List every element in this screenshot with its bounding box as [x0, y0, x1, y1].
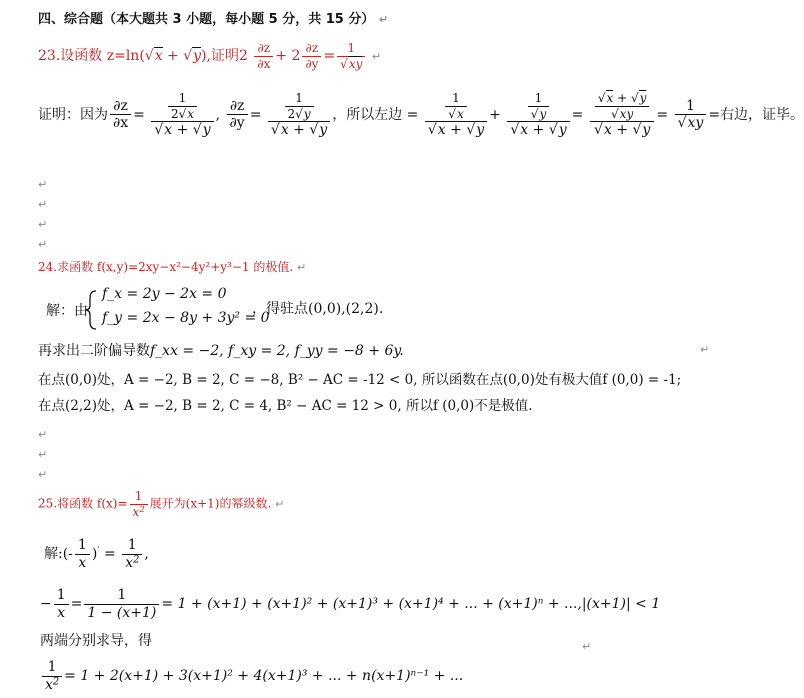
- paragraph-mark: ↵: [38, 218, 48, 231]
- both-sides-derivative: 两端分别求导，得: [40, 633, 152, 649]
- document-page: 四、综合题（本大题共 3 小题，每小题 5 分，共 15 分） ↵ 23.设函数 z=ln(√x + √y),证明2 $\frac{\partial z}{\partial x}$ + 2 $\frac{\partial z}{\partial y}$ = $\frac{1}{√xy}$ ↵ 证明：因为 $\frac{\partial z}{\partial x}$ = $\frac{\frac{1}{2√x}}{√x + √y}$ , $\frac{\partial z}{\partial y}$ = $\frac{\frac{1}{2√y}}{√x + √y}$ ，所以左边 = $\frac{\frac{1}{√x}}{√x + √y}$ + $\frac{\frac{1}{√y}}{√x + √y}$ = $\frac{\frac{√x + √y}{√xy}}{√x + √y}$ = $\frac{1}{√xy}$ =右边，证毕。 ↵ ↵ ↵ ↵ 24.求函数 f(x,y)=2xy−x²−4y²+y³−1 的极值. ↵ 解：由 f_x = 2y − 2x = 0 f_y = 2x − 8y + 3y² = 0 ，得驻点(0,0),(2,2). 再求出二阶偏导数f_xx = −2, f_xy = 2, f_yy = −8 + 6y. ↵ 在点(0,0)处，A = −2, B = 2, C = −8, B² − AC = -12 < 0, 所以函数在点(0,0)处有极大值f (0,0) = -1; 在点(2,2)处，A = −2, B = 2, C = 4, B² − AC = 12 > 0, 所以f (0,0)不是极值. ↵ ↵ ↵ 25.将函数 f(x)= $\frac{1}{x^2}$ 展开为(x+1)的幂级数. ↵ 解:(- $\frac{1}{x}$ )′ = $\frac{1}{x^2}$ , − $\frac{1}{x}$ = $\frac{1}{1 - (x+1)}$ = 1 + (x+1) + (x+1)² + (x+1)³ + (x+1)⁴ + ... + (x+1)ⁿ + ...,|(x+1)| < 1 两端分别求导，得 ↵ $\frac{1}{x^2}$ = 1 + 2(x+1) + 3(x+1)² + 4(x+1)³ + ... + n(x+1)ⁿ⁻¹ + ...: [38, 12, 804, 693]
- question-25-prompt: 25.将函数 f(x)= $\frac{1}{x^2}$ 展开为(x+1)的幂级数. ↵: [38, 489, 285, 519]
- q25-geometric-series: − $\frac{1}{x}$ = $\frac{1}{1 - (x+1)}$ = 1 + (x+1) + (x+1)² + (x+1)³ + (x+1)⁴ + ... + (x+1)ⁿ + ...,|(x+1)| < 1: [40, 587, 661, 621]
- paragraph-mark: ↵: [38, 448, 48, 461]
- left-brace-icon: [84, 290, 98, 330]
- paragraph-mark: ↵: [582, 640, 592, 653]
- proof-label: 证明：因为: [38, 106, 108, 123]
- solve-label: 解：由: [46, 303, 88, 319]
- question-24-prompt: 24.求函数 f(x,y)=2xy−x²−4y²+y³−1 的极值.: [38, 260, 294, 274]
- section-title: 四、综合题（本大题共 3 小题，每小题 5 分，共 15 分）: [38, 12, 375, 27]
- question-23-prompt: 23.设函数 z=ln(√x + √y),证明2 $\frac{\partial z}{\partial x}$ + 2 $\frac{\partial z}{\partial y}$ = $\frac{1}{√xy}$ ↵: [38, 41, 382, 71]
- paragraph-mark: ↵: [378, 13, 389, 26]
- q25-derivative: 解:(- $\frac{1}{x}$ )′ = $\frac{1}{x^2}$ ,: [44, 537, 149, 571]
- question-23-proof: 证明：因为 $\frac{\partial z}{\partial x}$ = $\frac{\frac{1}{2√x}}{√x + √y}$ , $\frac{\partial z}{\partial y}$ = $\frac{\frac{1}{2√y}}{√x + √y}$ ，所以左边 = $\frac{\frac{1}{√x}}{√x + √y}$ + $\frac{\frac{1}{√y}}{√x + √y}$ = $\frac{\frac{√x + √y}{√xy}}{√x + √y}$ = $\frac{1}{√xy}$ =右边，证毕。: [38, 91, 804, 139]
- paragraph-mark: ↵: [38, 198, 48, 211]
- point-00-analysis: 在点(0,0)处，A = −2, B = 2, C = −8, B² − AC = -12 < 0, 所以函数在点(0,0)处有极大值f (0,0) = -1;: [38, 372, 682, 388]
- equation-fy: f_y = 2x − 8y + 3y² = 0: [102, 310, 270, 326]
- equation-fx: f_x = 2y − 2x = 0: [102, 286, 227, 302]
- paragraph-mark: ↵: [38, 468, 48, 481]
- stationary-points: ，得驻点(0,0),(2,2).: [252, 301, 384, 317]
- paragraph-mark: ↵: [38, 428, 48, 441]
- second-derivatives: 再求出二阶偏导数f_xx = −2, f_xy = 2, f_yy = −8 + 6y.: [38, 343, 404, 359]
- q25-final-series: $\frac{1}{x^2}$ = 1 + 2(x+1) + 3(x+1)² + 4(x+1)³ + ... + n(x+1)ⁿ⁻¹ + ...: [40, 660, 463, 692]
- paragraph-mark: ↵: [700, 343, 710, 356]
- paragraph-mark: ↵: [38, 178, 48, 191]
- paragraph-mark: ↵: [38, 238, 48, 251]
- point-22-analysis: 在点(2,2)处，A = −2, B = 2, C = 4, B² − AC = 12 > 0, 所以f (0,0)不是极值.: [38, 398, 533, 414]
